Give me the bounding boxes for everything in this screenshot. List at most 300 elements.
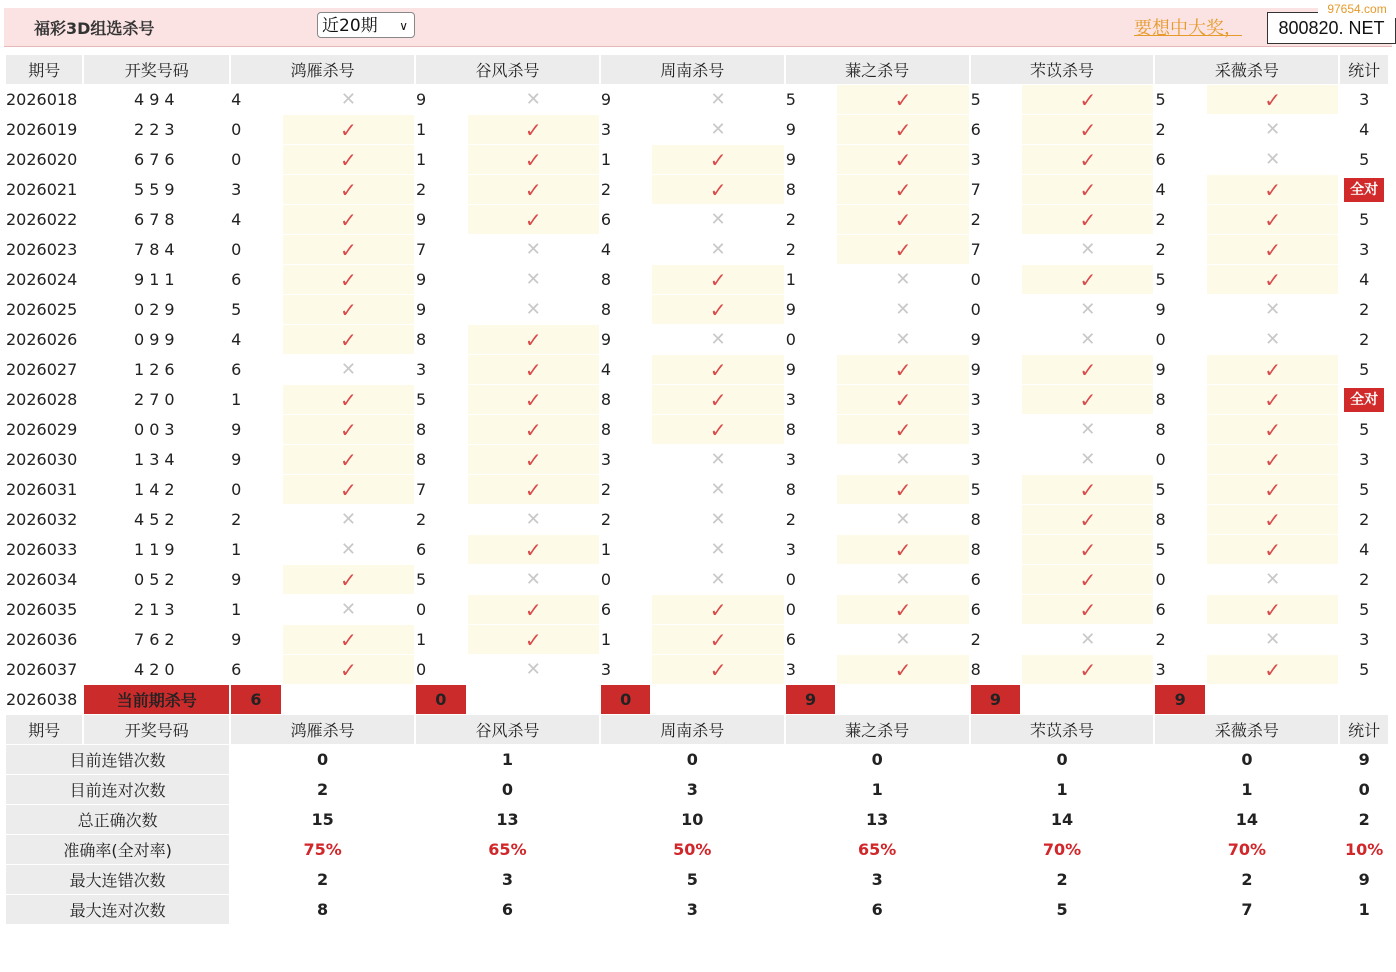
kill-number-cell: 5 bbox=[1155, 480, 1166, 499]
cross-icon: ✕ bbox=[340, 509, 356, 530]
cross-icon: ✕ bbox=[525, 659, 541, 680]
summary-value: 2 bbox=[1056, 870, 1068, 889]
kill-number-cell: 3 bbox=[785, 660, 796, 679]
draw-number-cell: 003 bbox=[134, 420, 180, 439]
miss-mark-cell bbox=[1022, 295, 1153, 324]
hit-mark-cell bbox=[283, 445, 414, 474]
period-cell: 2026030 bbox=[6, 450, 78, 469]
kill-number-cell: 9 bbox=[970, 360, 981, 379]
col-header-expert: 谷风杀号 bbox=[416, 715, 599, 744]
kill-number-cell: 4 bbox=[231, 90, 242, 109]
check-icon: ✓ bbox=[1264, 267, 1282, 292]
kill-number-cell: 2 bbox=[600, 180, 612, 199]
kill-number-cell: 0 bbox=[416, 600, 427, 619]
cross-icon: ✕ bbox=[340, 89, 356, 110]
summary-value: 0 bbox=[871, 750, 883, 769]
page-title: 福彩3D组选杀号 bbox=[34, 19, 155, 38]
period-cell: 2026020 bbox=[6, 150, 78, 169]
kill-number-cell: 8 bbox=[970, 510, 981, 529]
kill-number-cell: 6 bbox=[970, 600, 981, 619]
check-icon: ✓ bbox=[340, 177, 357, 202]
kill-number-cell: 2 bbox=[970, 210, 981, 229]
kill-number-cell: 8 bbox=[1155, 510, 1166, 529]
hit-mark-cell bbox=[652, 355, 783, 384]
miss-mark-cell bbox=[652, 475, 783, 504]
hit-mark-cell bbox=[283, 235, 414, 264]
check-icon: ✓ bbox=[894, 387, 912, 412]
hit-mark-cell bbox=[283, 655, 414, 684]
kill-number-cell: 6 bbox=[1155, 150, 1166, 169]
check-icon: ✓ bbox=[1079, 177, 1097, 202]
cross-icon: ✕ bbox=[895, 329, 911, 350]
hit-mark-cell bbox=[283, 115, 414, 144]
kill-number-cell: 6 bbox=[600, 600, 612, 619]
miss-mark-cell bbox=[1207, 145, 1338, 174]
stat-cell: 5 bbox=[1359, 600, 1370, 619]
table-header-row bbox=[6, 55, 1388, 84]
hit-mark-cell bbox=[1207, 355, 1338, 384]
draw-number-cell: 119 bbox=[134, 540, 180, 559]
col-header-period: 期号 bbox=[6, 55, 82, 84]
draw-number-cell: 142 bbox=[134, 480, 180, 499]
col-header-expert: 芣苡杀号 bbox=[971, 715, 1154, 744]
current-kill-blank bbox=[1207, 685, 1338, 714]
hit-mark-cell bbox=[1022, 505, 1153, 534]
check-icon: ✓ bbox=[340, 387, 357, 412]
check-icon: ✓ bbox=[1264, 417, 1282, 442]
hit-mark-cell bbox=[837, 385, 968, 414]
period-cell: 2026036 bbox=[6, 630, 78, 649]
miss-mark-cell bbox=[468, 235, 599, 264]
hit-mark-cell bbox=[468, 535, 599, 564]
current-kill-number: 9 bbox=[971, 685, 1021, 714]
table-row bbox=[6, 535, 1388, 564]
check-icon: ✓ bbox=[709, 177, 727, 202]
kill-number-cell: 3 bbox=[1155, 660, 1166, 679]
check-icon: ✓ bbox=[524, 117, 542, 142]
miss-mark-cell bbox=[283, 595, 414, 624]
summary-header-row bbox=[6, 715, 1388, 744]
kill-number-cell: 0 bbox=[785, 600, 796, 619]
kill-number-cell: 4 bbox=[231, 210, 242, 229]
kill-number-cell: 9 bbox=[785, 120, 796, 139]
check-icon: ✓ bbox=[894, 177, 912, 202]
cross-icon: ✕ bbox=[340, 599, 356, 620]
cross-icon: ✕ bbox=[1265, 629, 1281, 650]
kill-number-cell: 9 bbox=[785, 300, 796, 319]
ad-domain-box[interactable]: 800820. NET bbox=[1267, 12, 1396, 44]
all-right-badge: 全对 bbox=[1344, 178, 1384, 202]
check-icon: ✓ bbox=[524, 177, 542, 202]
table-row bbox=[6, 415, 1388, 444]
check-icon: ✓ bbox=[340, 327, 357, 352]
check-icon: ✓ bbox=[340, 147, 357, 172]
summary-row bbox=[6, 745, 1388, 774]
kill-number-cell: 1 bbox=[600, 630, 612, 649]
stat-cell: 4 bbox=[1359, 540, 1370, 559]
period-cell: 2026034 bbox=[6, 570, 78, 589]
summary-value: 0 bbox=[1241, 750, 1253, 769]
hit-mark-cell bbox=[652, 175, 783, 204]
summary-label: 总正确次数 bbox=[6, 805, 229, 834]
summary-stat-value: 0 bbox=[1358, 780, 1370, 799]
kill-number-cell: 3 bbox=[416, 360, 427, 379]
table-row bbox=[6, 445, 1388, 474]
kill-number-cell: 9 bbox=[231, 450, 242, 469]
check-icon: ✓ bbox=[894, 657, 912, 682]
hit-mark-cell bbox=[468, 595, 599, 624]
kill-number-cell: 9 bbox=[231, 420, 242, 439]
cross-icon: ✕ bbox=[1080, 329, 1096, 350]
draw-number-cell: 420 bbox=[134, 660, 180, 679]
summary-value: 2 bbox=[317, 780, 329, 799]
summary-row bbox=[6, 805, 1388, 834]
cross-icon: ✕ bbox=[710, 209, 726, 230]
hit-mark-cell bbox=[1207, 475, 1338, 504]
check-icon: ✓ bbox=[524, 327, 542, 352]
kill-number-cell: 6 bbox=[970, 120, 981, 139]
check-icon: ✓ bbox=[524, 537, 542, 562]
stat-cell: 2 bbox=[1359, 330, 1370, 349]
summary-row bbox=[6, 835, 1388, 864]
check-icon: ✓ bbox=[1264, 507, 1282, 532]
stat-cell: 2 bbox=[1359, 570, 1370, 589]
period-cell: 2026024 bbox=[6, 270, 78, 289]
kill-number-cell: 5 bbox=[785, 90, 796, 109]
hit-mark-cell bbox=[283, 565, 414, 594]
table-row bbox=[6, 265, 1388, 294]
check-icon: ✓ bbox=[1079, 267, 1097, 292]
hit-mark-cell bbox=[837, 115, 968, 144]
current-kill-number: 9 bbox=[786, 685, 836, 714]
kill-number-cell: 3 bbox=[600, 120, 612, 139]
stat-cell: 2 bbox=[1359, 510, 1370, 529]
check-icon: ✓ bbox=[1264, 537, 1282, 562]
kill-number-cell: 8 bbox=[600, 300, 612, 319]
check-icon: ✓ bbox=[524, 357, 542, 382]
kill-number-cell: 6 bbox=[1155, 600, 1166, 619]
miss-mark-cell bbox=[652, 505, 783, 534]
current-stat-blank bbox=[1340, 685, 1388, 714]
draw-number-cell: 784 bbox=[134, 240, 180, 259]
summary-value: 70% bbox=[1042, 840, 1082, 859]
ad-link[interactable]: 要想中大奖， bbox=[1134, 18, 1242, 39]
check-icon: ✓ bbox=[1264, 657, 1282, 682]
kill-number-cell: 5 bbox=[1155, 540, 1166, 559]
summary-value: 15 bbox=[311, 810, 334, 829]
table-row bbox=[6, 85, 1388, 114]
table-row bbox=[6, 595, 1388, 624]
cross-icon: ✕ bbox=[1080, 629, 1096, 650]
stat-cell: 5 bbox=[1359, 210, 1370, 229]
cross-icon: ✕ bbox=[1080, 299, 1096, 320]
summary-value: 10 bbox=[681, 810, 704, 829]
hit-mark-cell bbox=[1207, 235, 1338, 264]
check-icon: ✓ bbox=[340, 477, 357, 502]
hit-mark-cell bbox=[283, 475, 414, 504]
stat-cell: 5 bbox=[1359, 480, 1370, 499]
table-row bbox=[6, 175, 1388, 204]
miss-mark-cell bbox=[837, 505, 968, 534]
kill-number-cell: 0 bbox=[785, 330, 796, 349]
draw-number-cell: 029 bbox=[134, 300, 180, 319]
kill-number-cell: 8 bbox=[600, 270, 612, 289]
col-header-expert: 采薇杀号 bbox=[1155, 55, 1338, 84]
col-header-draw: 开奖号码 bbox=[84, 715, 229, 744]
check-icon: ✓ bbox=[894, 417, 912, 442]
kill-number-cell: 1 bbox=[416, 630, 427, 649]
check-icon: ✓ bbox=[340, 627, 357, 652]
check-icon: ✓ bbox=[1264, 357, 1282, 382]
summary-value: 1 bbox=[501, 750, 514, 769]
hit-mark-cell bbox=[652, 295, 783, 324]
miss-mark-cell bbox=[837, 295, 968, 324]
kill-number-cell: 1 bbox=[231, 390, 242, 409]
check-icon: ✓ bbox=[524, 447, 542, 472]
draw-number-cell: 678 bbox=[134, 210, 180, 229]
kill-number-cell: 8 bbox=[1155, 420, 1166, 439]
hit-mark-cell bbox=[283, 385, 414, 414]
summary-stat-value: 9 bbox=[1358, 870, 1370, 889]
hit-mark-cell bbox=[1022, 355, 1153, 384]
miss-mark-cell bbox=[468, 655, 599, 684]
stat-cell: 5 bbox=[1359, 150, 1370, 169]
summary-value: 5 bbox=[1056, 900, 1068, 919]
cross-icon: ✕ bbox=[710, 119, 726, 140]
table-row bbox=[6, 325, 1388, 354]
miss-mark-cell bbox=[468, 565, 599, 594]
kill-number-cell: 4 bbox=[1155, 180, 1166, 199]
hit-mark-cell bbox=[468, 355, 599, 384]
col-header-expert: 采薇杀号 bbox=[1155, 715, 1338, 744]
check-icon: ✓ bbox=[1264, 237, 1282, 262]
col-header-stat: 统计 bbox=[1340, 55, 1388, 84]
hit-mark-cell bbox=[468, 115, 599, 144]
col-header-stat: 统计 bbox=[1340, 715, 1388, 744]
kill-number-cell: 8 bbox=[416, 450, 427, 469]
hit-mark-cell bbox=[1022, 655, 1153, 684]
cross-icon: ✕ bbox=[1265, 149, 1281, 170]
check-icon: ✓ bbox=[1079, 657, 1097, 682]
summary-value: 5 bbox=[686, 870, 698, 889]
kill-number-cell: 9 bbox=[785, 360, 796, 379]
hit-mark-cell bbox=[837, 415, 968, 444]
draw-number-cell: 223 bbox=[134, 120, 180, 139]
miss-mark-cell bbox=[652, 205, 783, 234]
cross-icon: ✕ bbox=[525, 239, 541, 260]
kill-number-cell: 8 bbox=[416, 420, 427, 439]
cross-icon: ✕ bbox=[525, 509, 541, 530]
draw-number-cell: 213 bbox=[134, 600, 180, 619]
summary-row bbox=[6, 775, 1388, 804]
kill-number-cell: 0 bbox=[231, 480, 242, 499]
period-cell: 2026029 bbox=[6, 420, 78, 439]
summary-stat-value: 9 bbox=[1358, 750, 1370, 769]
draw-number-cell: 134 bbox=[134, 450, 180, 469]
current-kill-blank bbox=[468, 685, 599, 714]
check-icon: ✓ bbox=[894, 537, 912, 562]
kill-number-cell: 5 bbox=[416, 570, 427, 589]
hit-mark-cell bbox=[1022, 385, 1153, 414]
hit-mark-cell bbox=[283, 205, 414, 234]
kill-number-cell: 9 bbox=[231, 570, 242, 589]
kill-number-cell: 5 bbox=[970, 90, 981, 109]
summary-value: 65% bbox=[858, 840, 897, 859]
check-icon: ✓ bbox=[709, 387, 727, 412]
col-header-expert: 蒹之杀号 bbox=[786, 55, 969, 84]
kill-number-cell: 4 bbox=[231, 330, 242, 349]
hit-mark-cell bbox=[283, 295, 414, 324]
cross-icon: ✕ bbox=[525, 89, 541, 110]
miss-mark-cell bbox=[652, 235, 783, 264]
period-cell: 2026031 bbox=[6, 480, 78, 499]
table-row bbox=[6, 205, 1388, 234]
draw-number-cell: 452 bbox=[134, 510, 180, 529]
cross-icon: ✕ bbox=[895, 569, 911, 590]
miss-mark-cell bbox=[1022, 445, 1153, 474]
summary-value: 2 bbox=[317, 870, 329, 889]
summary-label: 准确率(全对率) bbox=[6, 835, 229, 864]
check-icon: ✓ bbox=[524, 207, 542, 232]
check-icon: ✓ bbox=[1079, 597, 1097, 622]
kill-number-cell: 1 bbox=[600, 150, 612, 169]
kill-number-cell: 3 bbox=[970, 450, 981, 469]
stat-cell: 3 bbox=[1359, 450, 1370, 469]
period-cell: 2026026 bbox=[6, 330, 78, 349]
summary-value: 50% bbox=[673, 840, 712, 859]
kill-number-cell: 5 bbox=[1155, 90, 1166, 109]
period-cell: 2026032 bbox=[6, 510, 78, 529]
miss-mark-cell bbox=[1207, 115, 1338, 144]
kill-number-cell: 2 bbox=[600, 480, 612, 499]
kill-number-cell: 3 bbox=[970, 390, 981, 409]
top-bar bbox=[4, 8, 1392, 47]
check-icon: ✓ bbox=[1079, 537, 1097, 562]
summary-label: 目前连对次数 bbox=[6, 775, 229, 804]
kill-number-cell: 1 bbox=[416, 120, 427, 139]
summary-value: 1 bbox=[871, 780, 883, 799]
stat-cell: 3 bbox=[1359, 630, 1370, 649]
stat-cell: 5 bbox=[1359, 420, 1370, 439]
miss-mark-cell bbox=[1022, 625, 1153, 654]
check-icon: ✓ bbox=[340, 207, 357, 232]
summary-value: 13 bbox=[496, 810, 519, 829]
kill-number-cell: 8 bbox=[785, 420, 796, 439]
summary-value: 7 bbox=[1241, 900, 1253, 919]
table-row bbox=[6, 475, 1388, 504]
miss-mark-cell bbox=[283, 535, 414, 564]
hit-mark-cell bbox=[837, 355, 968, 384]
stat-cell: 2 bbox=[1359, 300, 1370, 319]
hit-mark-cell bbox=[652, 385, 783, 414]
check-icon: ✓ bbox=[709, 597, 727, 622]
kill-number-cell: 3 bbox=[231, 180, 242, 199]
draw-number-cell: 559 bbox=[134, 180, 180, 199]
summary-value: 6 bbox=[501, 900, 514, 919]
kill-number-cell: 1 bbox=[416, 150, 427, 169]
kill-number-cell: 0 bbox=[970, 270, 981, 289]
col-header-expert: 谷风杀号 bbox=[416, 55, 599, 84]
kill-number-cell: 2 bbox=[785, 210, 796, 229]
summary-value: 14 bbox=[1050, 810, 1074, 829]
draw-number-cell: 494 bbox=[134, 90, 180, 109]
draw-number-cell: 911 bbox=[134, 270, 180, 289]
miss-mark-cell bbox=[1207, 295, 1338, 324]
summary-value: 3 bbox=[501, 870, 514, 889]
kill-number-cell: 9 bbox=[1155, 300, 1166, 319]
current-kill-number: 9 bbox=[1155, 685, 1205, 714]
summary-stat-value: 10% bbox=[1345, 840, 1384, 859]
col-header-expert: 蒹之杀号 bbox=[786, 715, 969, 744]
stat-cell: 4 bbox=[1359, 120, 1370, 139]
hit-mark-cell bbox=[468, 625, 599, 654]
cross-icon: ✕ bbox=[710, 479, 726, 500]
hit-mark-cell bbox=[837, 145, 968, 174]
kill-number-cell: 9 bbox=[231, 630, 242, 649]
current-kill-blank bbox=[1022, 685, 1153, 714]
hit-mark-cell bbox=[468, 325, 599, 354]
col-header-expert: 鸿雁杀号 bbox=[231, 55, 414, 84]
check-icon: ✓ bbox=[340, 297, 357, 322]
check-icon: ✓ bbox=[524, 147, 542, 172]
kill-number-cell: 9 bbox=[416, 300, 427, 319]
current-kill-blank bbox=[652, 685, 783, 714]
kill-number-cell: 2 bbox=[416, 510, 427, 529]
kill-number-cell: 5 bbox=[416, 390, 427, 409]
miss-mark-cell bbox=[468, 85, 599, 114]
cross-icon: ✕ bbox=[1080, 449, 1096, 470]
check-icon: ✓ bbox=[340, 657, 357, 682]
hit-mark-cell bbox=[1207, 205, 1338, 234]
kill-number-cell: 2 bbox=[1155, 120, 1166, 139]
hit-mark-cell bbox=[283, 625, 414, 654]
kill-number-cell: 0 bbox=[1155, 570, 1166, 589]
hit-mark-cell bbox=[837, 535, 968, 564]
cross-icon: ✕ bbox=[895, 269, 911, 290]
kill-number-cell: 0 bbox=[231, 120, 242, 139]
cross-icon: ✕ bbox=[710, 569, 726, 590]
draw-number-cell: 052 bbox=[134, 570, 180, 589]
col-header-expert: 周南杀号 bbox=[601, 55, 784, 84]
kill-number-cell: 8 bbox=[785, 180, 796, 199]
cross-icon: ✕ bbox=[1265, 569, 1281, 590]
stat-cell bbox=[1340, 385, 1388, 414]
kill-number-cell: 2 bbox=[785, 510, 796, 529]
hit-mark-cell bbox=[1207, 595, 1338, 624]
hit-mark-cell bbox=[1022, 475, 1153, 504]
hit-mark-cell bbox=[468, 145, 599, 174]
hit-mark-cell bbox=[837, 595, 968, 624]
draw-number-cell: 126 bbox=[134, 360, 180, 379]
period-cell: 2026027 bbox=[6, 360, 78, 379]
miss-mark-cell bbox=[652, 445, 783, 474]
period-range-select[interactable] bbox=[317, 12, 415, 38]
kill-number-cell: 8 bbox=[600, 390, 612, 409]
miss-mark-cell bbox=[652, 535, 783, 564]
kill-number-cell: 8 bbox=[600, 420, 612, 439]
check-icon: ✓ bbox=[1264, 477, 1282, 502]
summary-value: 70% bbox=[1227, 840, 1267, 859]
cross-icon: ✕ bbox=[340, 539, 356, 560]
check-icon: ✓ bbox=[894, 597, 912, 622]
summary-value: 75% bbox=[303, 840, 342, 859]
hit-mark-cell bbox=[1207, 175, 1338, 204]
summary-value: 3 bbox=[871, 870, 883, 889]
hit-mark-cell bbox=[1022, 85, 1153, 114]
kill-number-cell: 2 bbox=[416, 180, 427, 199]
table-row bbox=[6, 505, 1388, 534]
kill-number-cell: 6 bbox=[416, 540, 427, 559]
